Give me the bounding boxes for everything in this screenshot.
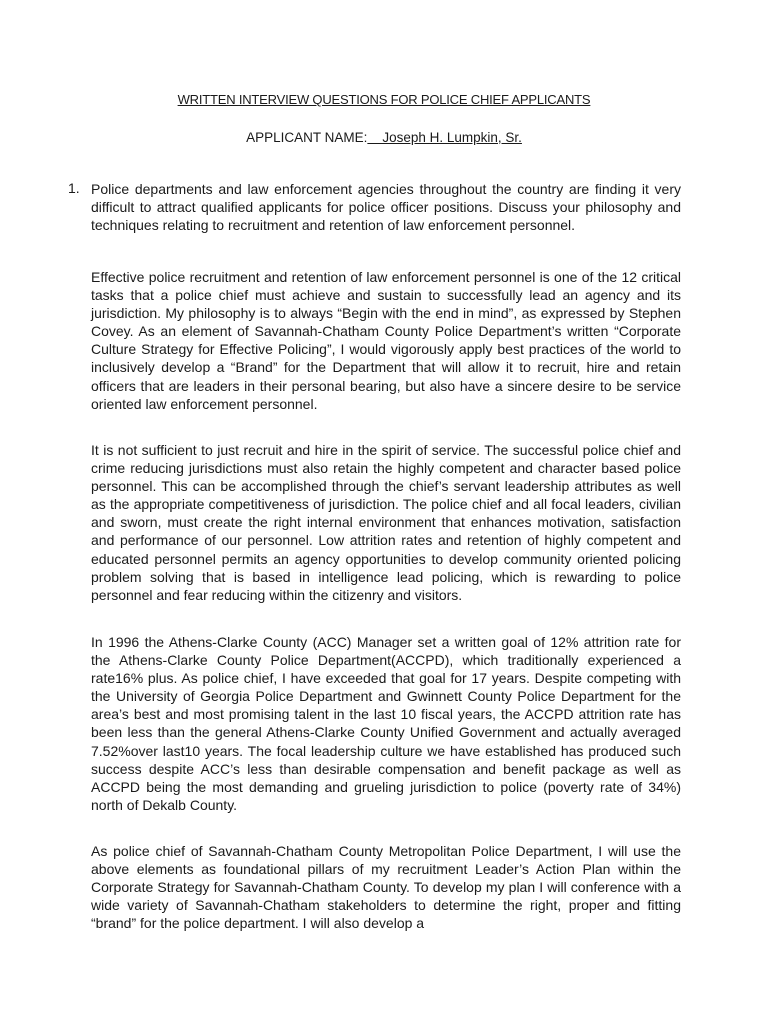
answer-paragraph-4-wrapper <box>91 842 681 932</box>
answer-paragraph-2: It is not sufficient to just recruit and hire in the spirit of service. The successful police chief and crime reducing jurisdictions must also retain the highly competent and character based police personnel. This can be accomplished through the chief’s servant leadership attributes as well as the appropriate competitiveness of jurisdiction. The police chief and all focal leaders, civilian and sworn, must create the right internal environment that enhances motivation, satisfaction and performance of our personnel. Low attrition rates and retention of highly competent and educated personnel permits an agency opportunities to develop community oriented policing problem solving that is based in intelligence lead policing, which is rewarding to police personnel and fear reducing within the citizenry and visitors. <box>91 442 681 603</box>
question-text: Police departments and law enforcement agencies throughout the country are finding it very difficult to attract qualified applicants for police officer positions. Discuss your philosophy and techniques relating to recruitment and retention of law enforcement personnel. <box>91 181 681 234</box>
applicant-label: APPLICANT NAME: <box>246 130 368 145</box>
answer-paragraph-4: As police chief of Savannah-Chatham County Metropolitan Police Department, I will use the above elements as foundational pillars of my recruitment Leader’s Action Plan within the Corporate Strategy for Savannah-Chatham County. To develop my plan I will conference with a wide variety of Savannah-Chatham stakeholders to determine the right, proper and fitting “brand” for the police department. I will also develop a <box>91 843 681 932</box>
applicant-name: Joseph H. Lumpkin, Sr. <box>367 130 522 145</box>
applicant-line <box>0 130 768 145</box>
question-number: 1. <box>68 180 80 196</box>
document-title <box>0 92 768 107</box>
document-title-text: WRITTEN INTERVIEW QUESTIONS FOR POLICE CHIEF APPLICANTS <box>177 92 591 107</box>
answer-paragraph-3: In 1996 the Athens-Clarke County (ACC) Manager set a written goal of 12% attrition rate for the Athens-Clarke County Police Department(ACCPD), which traditionally experienced a rate16% plus. As police chief, I have exceeded that goal for 17 years. Despite competing with the University of Georgia Police Department and Gwinnett County Police Department for the area’s best and most promising talent in the last 10 fiscal years, the ACCPD attrition rate has been less than the general Athens-Clarke County Unified Government and actually averaged 7.52%over last10 years. The focal leadership culture we have established has produced such success despite ACC’s less than desirable compensation and benefit package as well as ACCPD being the most demanding and grueling jurisdiction to police (poverty rate of 34%) north of Dekalb County. <box>91 634 681 813</box>
answer-paragraph-1: Effective police recruitment and retention of law enforcement personnel is one of the 12 critical tasks that a police chief must achieve and sustain to successfully lead an agency and its jurisdiction. My philosophy is to always “Begin with the end in mind”, as expressed by Stephen Covey. As an element of Savannah-Chatham County Police Department’s written “Corporate Culture Strategy for Effective Policing”, I would vigorously apply best practices of the world to inclusively develop a “Brand” for the Department that will allow it to recruit, hire and retain officers that are leaders in their personal bearing, but also have a sincere desire to be service oriented law enforcement personnel. <box>91 269 681 412</box>
